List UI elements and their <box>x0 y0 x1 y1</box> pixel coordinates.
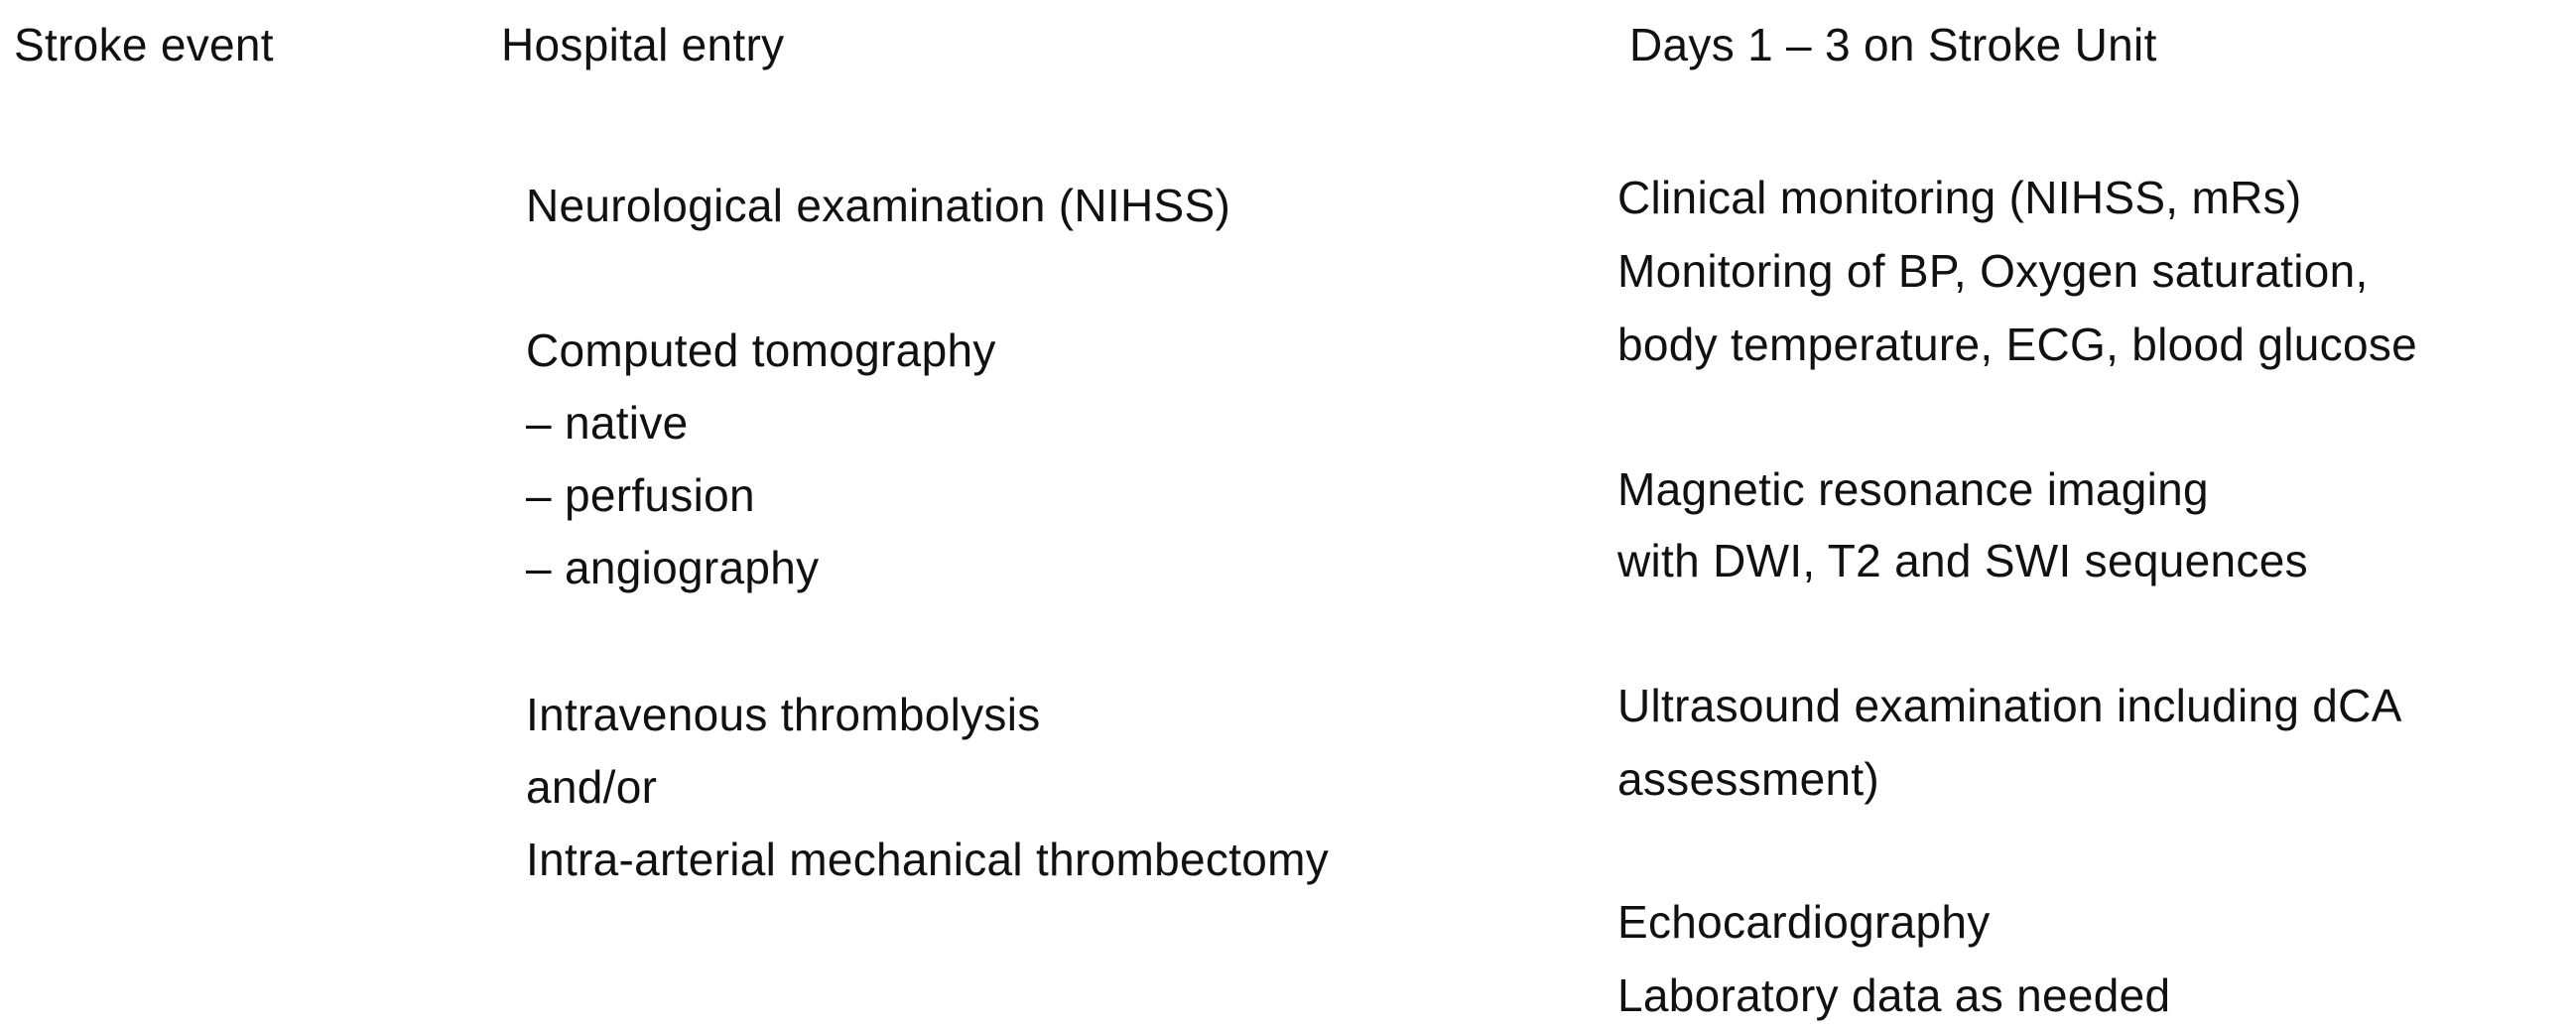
list-item: Clinical monitoring (NIHSS, mRs) <box>1617 172 2302 223</box>
column-header-hospital-entry: Hospital entry <box>501 19 785 70</box>
list-item: and/or <box>526 761 658 813</box>
list-item: Intra-arterial mechanical thrombectomy <box>526 834 1330 885</box>
list-item: Echocardiography <box>1617 896 1991 948</box>
column-header-stroke-unit: Days 1 – 3 on Stroke Unit <box>1629 19 2157 70</box>
list-item: Ultrasound examination including dCA <box>1617 680 2402 731</box>
list-item: Monitoring of BP, Oxygen saturation, <box>1617 245 2369 297</box>
list-item: – perfusion <box>526 469 755 521</box>
list-item: with DWI, T2 and SWI sequences <box>1617 535 2308 586</box>
list-item: Neurological examination (NIHSS) <box>526 180 1231 231</box>
list-item: Computed tomography <box>526 324 996 376</box>
column-header-stroke-event: Stroke event <box>14 19 274 70</box>
list-item: Magnetic resonance imaging <box>1617 463 2209 515</box>
list-item: – native <box>526 397 689 449</box>
list-item: Laboratory data as needed <box>1617 969 2171 1021</box>
list-item: body temperature, ECG, blood glucose <box>1617 319 2418 370</box>
list-item: – angiography <box>526 542 820 593</box>
list-item: assessment) <box>1617 753 1880 805</box>
list-item: Intravenous thrombolysis <box>526 689 1041 740</box>
